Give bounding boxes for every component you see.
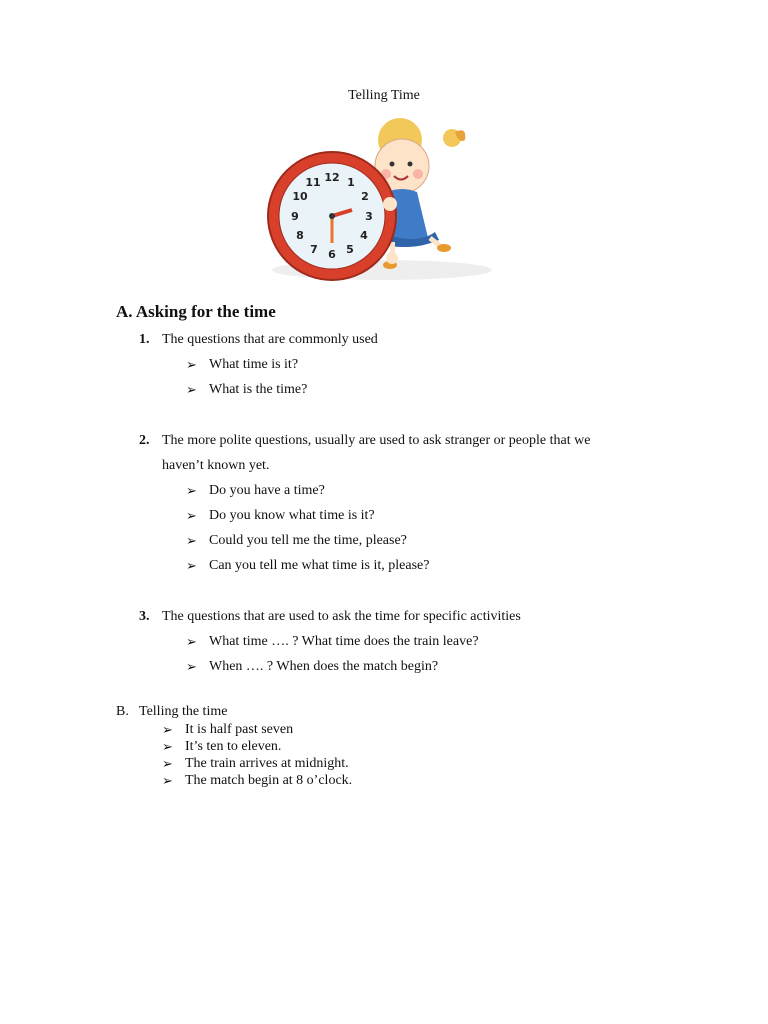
bullet-icon: ➢ — [186, 357, 197, 372]
list-item: Can you tell me what time is it, please? — [209, 558, 430, 573]
clock-number: 6 — [328, 248, 336, 261]
section-b-label: B. — [116, 704, 129, 719]
list-item: When …. ? When does the match begin? — [209, 659, 439, 674]
bullet-icon: ➢ — [186, 533, 197, 548]
bullet-icon: ➢ — [162, 722, 173, 737]
list-item: It is half past seven — [185, 722, 294, 737]
clock-number: 1 — [347, 176, 355, 189]
bullet-icon: ➢ — [162, 756, 173, 771]
clock-number: 3 — [365, 210, 373, 223]
list-number: 3. — [139, 609, 150, 624]
list-item: What is the time? — [209, 382, 308, 397]
clock-number: 5 — [346, 243, 354, 256]
bullet-icon: ➢ — [186, 634, 197, 649]
bullet-icon: ➢ — [162, 773, 173, 788]
clock-number: 11 — [305, 176, 321, 189]
clock-number: 2 — [361, 190, 369, 203]
list-item: It’s ten to eleven. — [185, 739, 282, 754]
page-title: Telling Time — [348, 88, 420, 103]
section-b-title: Telling the time — [139, 704, 228, 719]
list-number: 1. — [139, 332, 150, 347]
list-item: Do you know what time is it? — [209, 508, 375, 523]
list-item: What time …. ? What time does the train leave? — [209, 634, 479, 649]
group-text: The more polite questions, usually are used to ask stranger or people that we — [162, 433, 591, 448]
clock-number: 12 — [324, 171, 340, 184]
section-a-heading: A. Asking for the time — [116, 302, 276, 321]
list-item: What time is it? — [209, 357, 299, 372]
group-text: haven’t known yet. — [162, 458, 270, 473]
list-item: Could you tell me the time, please? — [209, 533, 407, 548]
bullet-icon: ➢ — [186, 558, 197, 573]
bullet-icon: ➢ — [186, 382, 197, 397]
list-item: Do you have a time? — [209, 483, 325, 498]
bullet-icon: ➢ — [186, 659, 197, 674]
list-item: The match begin at 8 o’clock. — [185, 773, 353, 788]
clock-number: 8 — [296, 229, 304, 242]
bullet-icon: ➢ — [186, 508, 197, 523]
bullet-icon: ➢ — [186, 483, 197, 498]
bullet-icon: ➢ — [162, 739, 173, 754]
clock-number: 9 — [291, 210, 299, 223]
list-item: The train arrives at midnight. — [185, 756, 349, 771]
girl-with-clock-icon — [262, 118, 502, 290]
clock-number: 10 — [292, 190, 308, 203]
clock-number: 4 — [360, 229, 368, 242]
list-number: 2. — [139, 433, 150, 448]
group-text: The questions that are commonly used — [162, 332, 378, 347]
clock-number: 7 — [310, 243, 318, 256]
group-text: The questions that are used to ask the time for specific activities — [162, 609, 521, 624]
